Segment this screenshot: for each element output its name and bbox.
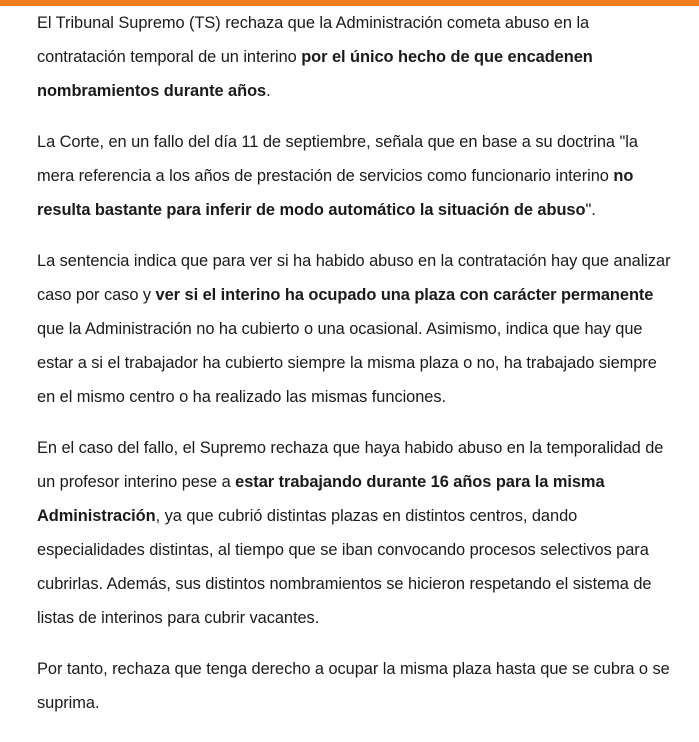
paragraph-2-bold: no resulta bastante para inferir de modo automático la situación de abuso [37,167,634,219]
paragraph-3 [37,244,677,414]
paragraph-3-bold: ver si el interino ha ocupado una plaza con carácter permanente [155,286,654,304]
paragraph-1 [37,6,677,108]
paragraph-1-text: El Tribunal Supremo (TS) rechaza que la Administración cometa abuso en la contratación temporal de un interino [37,14,590,66]
paragraph-4-bold: estar trabajando durante 16 años para la misma Administración [37,473,605,525]
paragraph-5-text: Por tanto, rechaza que tenga derecho a ocupar la misma plaza hasta que se cubra o se suprima. [37,660,670,712]
paragraph-3-text: La sentencia indica que para ver si ha habido abuso en la contratación hay que analizar caso por caso y [37,252,671,304]
paragraph-1-text-end: . [266,82,271,100]
paragraph-4-text: En el caso del fallo, el Supremo rechaza que haya habido abuso en la temporalidad de un profesor interino pese a [37,439,664,491]
paragraph-4 [37,431,677,635]
paragraph-3-text-end: que la Administración no ha cubierto o una ocasional. Asimismo, indica que hay que estar a si el trabajador ha cubierto siempre la misma plaza o no, ha trabajado siempre en el mismo centro o ha realizado las mismas funciones. [37,320,657,406]
paragraph-2-text-end: ". [585,201,596,219]
paragraph-2-text: La Corte, en un fallo del día 11 de septiembre, señala que en base a su doctrina "la mera referencia a los años de prestación de servicios como funcionario interino [37,133,638,185]
paragraph-2 [37,125,677,227]
article-body [37,6,677,737]
paragraph-1-bold: por el único hecho de que encadenen nombramientos durante años [37,48,593,100]
paragraph-5 [37,652,677,720]
paragraph-4-text-end: , ya que cubrió distintas plazas en distintos centros, dando especialidades distintas, al tiempo que se iban convocando procesos selectivos para cubrirlas. Además, sus distintos nombramientos se hicieron respetando el sistema de listas de interinos para cubrir vacantes. [37,507,652,627]
